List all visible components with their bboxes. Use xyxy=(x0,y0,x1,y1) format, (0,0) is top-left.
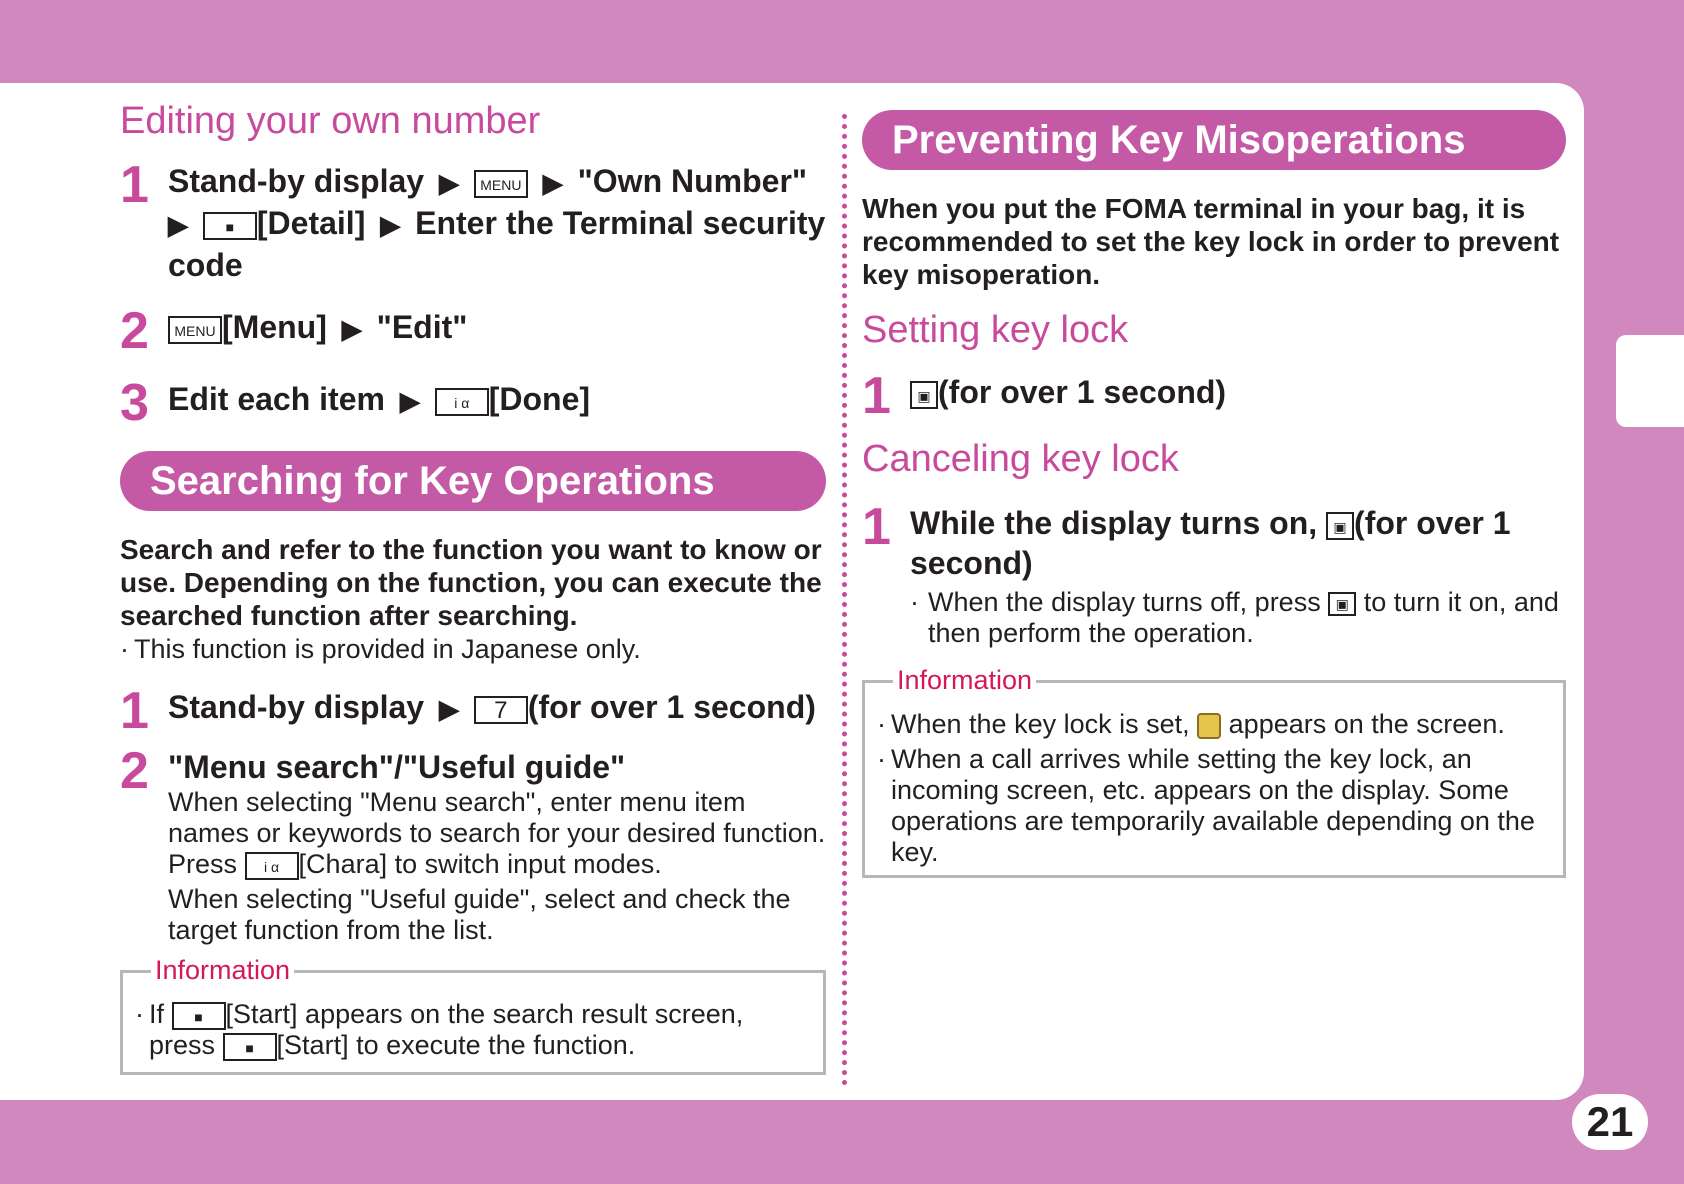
step-text: (for over 1 second) xyxy=(910,505,1511,581)
step-title: "Menu search"/"Useful guide" xyxy=(168,749,626,785)
step-body: When selecting "Useful guide", select and check the target function from the list. xyxy=(168,884,791,945)
info-text: [Start] appears on the search result screen, xyxy=(225,999,744,1029)
search-note: · This function is provided in Japanese only. xyxy=(120,634,826,665)
arrow-icon: ▶ xyxy=(438,168,459,198)
i-alpha-key-icon: i α xyxy=(435,388,489,416)
mail-key-icon: ▣ xyxy=(910,381,938,409)
left-info-box xyxy=(120,955,826,1075)
prevent-section-bar: Preventing Key Misoperations xyxy=(862,110,1566,170)
step-text: "Edit" xyxy=(376,309,468,345)
step-note: to turn it on, and then perform the operation. xyxy=(928,587,1559,648)
step-number: 1 xyxy=(120,682,149,740)
center-key-icon: ■ xyxy=(203,212,257,240)
arrow-icon: ▶ xyxy=(399,386,420,416)
column-divider xyxy=(842,114,847,1086)
info-text: If xyxy=(149,999,165,1029)
step-text: [Menu] xyxy=(222,309,327,345)
step-text: Enter the Terminal security code xyxy=(168,205,826,283)
step-body: When selecting "Menu search", enter menu item names or keywords to search for your desired function. Press xyxy=(168,787,826,879)
step-note: When the display turns off, press xyxy=(928,587,1321,617)
right-column xyxy=(862,110,1566,649)
arrow-icon: ▶ xyxy=(341,314,362,344)
info-text: When the key lock is set, xyxy=(891,709,1190,739)
center-key-icon: ■ xyxy=(172,1002,226,1030)
step-text: "Own Number" xyxy=(577,163,808,199)
seven-key-icon: 7 xyxy=(474,696,528,724)
info-label: Information xyxy=(151,955,294,986)
step-text: (for over 1 second) xyxy=(527,689,816,725)
i-alpha-key-icon: i α xyxy=(245,852,299,880)
step-number: 1 xyxy=(862,367,891,425)
step-text: [Detail] xyxy=(256,205,366,241)
arrow-icon: ▶ xyxy=(380,210,401,240)
editing-heading: Editing your own number xyxy=(120,100,541,142)
info-text: [Start] to execute the function. xyxy=(276,1030,636,1060)
right-info-box xyxy=(862,665,1566,878)
left-column xyxy=(120,100,826,946)
setting-heading: Setting key lock xyxy=(862,309,1129,351)
search-section-bar: Searching for Key Operations xyxy=(120,451,826,511)
editing-step-2 xyxy=(120,302,826,360)
step-body: [Chara] to switch input modes. xyxy=(298,849,662,879)
lock-icon xyxy=(1197,713,1221,739)
arrow-icon: ▶ xyxy=(438,694,459,724)
prevent-intro: When you put the FOMA terminal in your bag, it is recommended to set the key lock in order to prevent key misoperation. xyxy=(862,193,1560,290)
editing-step-1 xyxy=(120,156,826,285)
canceling-step-1 xyxy=(862,498,1566,649)
info-label: Information xyxy=(893,665,1036,696)
side-tab xyxy=(1616,335,1684,427)
search-intro: Search and refer to the function you want to know or use. Depending on the function, you can execute the searched function after searching. xyxy=(120,534,822,631)
step-text: [Done] xyxy=(488,381,591,417)
step-text: While the display turns on, xyxy=(910,505,1318,541)
mail-key-icon: ▣ xyxy=(1328,592,1356,616)
step-number: 1 xyxy=(862,498,891,556)
center-key-icon: ■ xyxy=(223,1033,277,1061)
arrow-icon: ▶ xyxy=(168,210,188,240)
step-text: Stand-by display xyxy=(168,689,425,725)
step-text: Edit each item xyxy=(168,381,385,417)
canceling-heading: Canceling key lock xyxy=(862,438,1179,480)
menu-key-icon: MENU xyxy=(168,316,222,344)
mail-key-icon: ▣ xyxy=(1326,512,1354,540)
step-text: Stand-by display xyxy=(168,163,425,199)
search-step-2 xyxy=(120,742,826,946)
info-text: press xyxy=(149,1030,216,1060)
page-number: 21 xyxy=(1572,1094,1648,1150)
editing-step-3 xyxy=(120,374,826,432)
info-text: appears on the screen. xyxy=(1228,709,1505,739)
info-text: · When a call arrives while setting the key lock, an incoming screen, etc. appears on the display. Some operations are temporarily available depending on the key. xyxy=(877,744,1553,868)
step-number: 3 xyxy=(120,374,149,432)
setting-step-1 xyxy=(862,367,1566,425)
step-number: 2 xyxy=(120,742,149,800)
step-text: (for over 1 second) xyxy=(938,374,1227,410)
arrow-icon: ▶ xyxy=(542,168,563,198)
step-number: 1 xyxy=(120,156,149,214)
menu-key-icon: MENU xyxy=(474,170,528,198)
search-step-1 xyxy=(120,682,826,740)
step-number: 2 xyxy=(120,302,149,360)
